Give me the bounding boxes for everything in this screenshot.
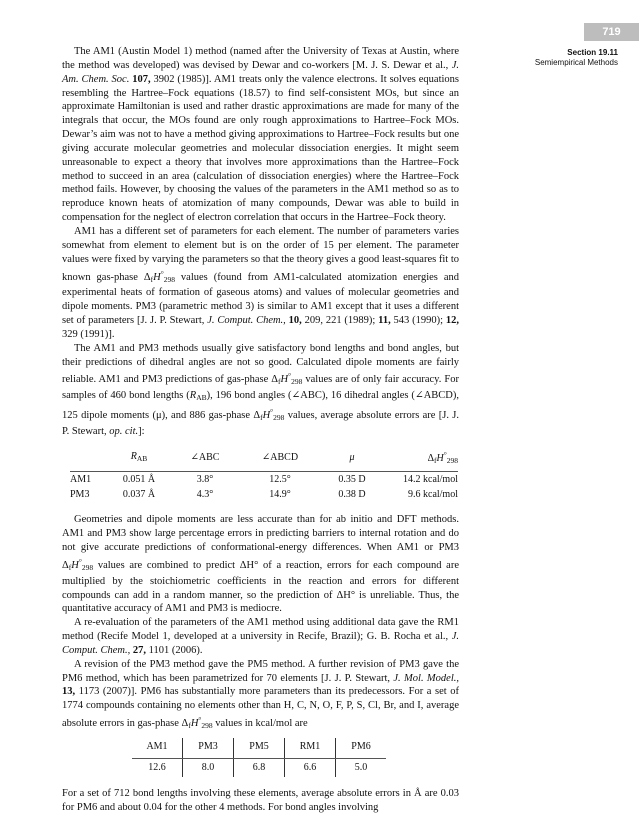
table-header-cell: PM3 [183, 738, 234, 758]
paragraph-bond-lengths: For a set of 712 bond lengths involving these elements, average absolute errors in Å are 0.03 for PM6 and about 0.04 for the other 4 methods. For bond angles involving [62, 787, 459, 813]
table-header-cell: PM5 [234, 738, 285, 758]
running-head [526, 48, 618, 68]
table-cell: 14.2 kcal/mol [403, 473, 458, 485]
table-header-cell: ∠ABCD [240, 445, 320, 471]
table-cell: 9.6 kcal/mol [408, 489, 458, 501]
table-header-cell: PM6 [336, 738, 387, 758]
paragraph-am1-parameters: AM1 has a different set of parameters for each element. The number of parameters varies somewhat from element to element but is on the order of 15 per element. The parameter values were fixed by varying the parameters so that the theory gives a good least-squares fit to known gas-phase $\Delta_fH^\circ_{298}$ values (found from AM1-calculated atomization energies and experimental heats of formation of gaseous atoms) and values of molecular geometries and dipole moments. PM3 (parametric method 3) is similar to AM1 except that it uses a different set of parameters [J. J. P. Stewart, J. Comput. Chem., 10, 209, 221 (1989); 11, 543 (1990); 12, 329 (1991)]. [62, 225, 459, 340]
table-row [132, 758, 386, 776]
table-row [70, 471, 458, 487]
section-title: Semiempirical Methods [534, 58, 618, 67]
table-cell: 14.9° [269, 489, 291, 501]
table-cell: 3.8° [196, 473, 214, 485]
paragraph-rm1: A re-evaluation of the parameters of the AM1 method using additional data gave the RM1 method (Recife Model 1, developed at a university in Recife, Brazil); G. B. Rocha et al., J. Comput. Chem., 27, 1101 (2006). [62, 617, 459, 656]
table-header-cell: AM1 [132, 738, 183, 758]
table-header-cell: μ [320, 445, 384, 471]
table-cell: 8.0 [183, 758, 234, 776]
table-cell: 6.8 [234, 758, 285, 776]
table-cell: 4.3° [196, 489, 214, 501]
table-cell: 0.35 D [338, 473, 366, 485]
table-cell: 6.6 [285, 758, 336, 776]
error-table-am1-pm3 [70, 445, 458, 504]
table-cell: 0.38 D [338, 489, 366, 501]
paragraph-limitations: Geometries and dipole moments are less accurate than for ab initio and DFT methods. AM1 and PM3 show large percentage errors in predicting barriers to internal rotation and do not give accurate predictions of conformational-energy differences. When AM1 or PM3 $\Delta_fH^\circ_{298}$ values are combined to predict ΔH° of a reaction, errors for each compound are multiplied by the stoichiometric coefficients in the reaction and errors for different compounds can add in a random manner, so the prediction of ΔH° is unreliable. Thus, the quantitative accuracy of AM1 and PM3 is mediocre. [62, 514, 459, 615]
table-cell: 12.5° [269, 473, 291, 485]
table-cell: 5.0 [354, 761, 368, 773]
table-header-cell: $R_{AB}$ [108, 445, 170, 471]
table-cell: 0.051 Å [122, 473, 156, 485]
table-header-row [70, 445, 458, 471]
table-cell: AM1 [70, 473, 92, 485]
table-header-cell [70, 445, 108, 471]
section-number: Section 19.11 [567, 48, 618, 57]
table-cell: 0.037 Å [122, 489, 156, 501]
table-cell: PM3 [70, 489, 90, 501]
table-header-cell: ∠ABC [170, 445, 240, 471]
main-text [62, 45, 459, 814]
table-header-cell: RM1 [285, 738, 336, 758]
table-cell: 12.6 [132, 758, 183, 776]
error-table-five-methods [132, 738, 386, 777]
table-header-row [132, 738, 386, 758]
page-number: 719 [584, 23, 639, 41]
paragraph-pm6: A revision of the PM3 method gave the PM5 method. A further revision of PM3 gave the PM6 method, which has been parametrized for 70 elements [J. J. P. Stewart, J. Mol. Model., 13, 1173 (2007)]. PM6 has substantially more parameters than its predecessors. For a set of 1774 compounds containing no elements other than H, C, N, O, F, P, S, Cl, Br, and I, average absolute errors in gas-phase $\Delta_fH^\circ_{298}$ values in kcal/mol are [62, 658, 459, 731]
paragraph-am1-intro: The AM1 (Austin Model 1) method (named after the University of Texas at Austin, where the method was developed) was devised by Dewar and co-workers [M. J. S. Dewar et al., J. Am. Chem. Soc. 107, 3902 (1985)]. AM1 treats only the valence electrons. It solves equations resembling the Hartree–Fock equations (18.57) to find self-consistent MOs, but since an approximate Hamiltonian is used and rather drastic approximations are made for many of the integrals that occur, the MOs found are only rough approximations to Hartree–Fock MOs. Dewar’s aim was not to have a method giving approximations to Hartree–Fock results but one giving accurate molecular geometries and molecular dissociation energies. It might seem unreasonable to expect a theory that involves more approximations than the Hartree–Fock method to succeed in an area (calculation of dissociation energies) where the Hartree–Fock method fails. However, by choosing the values of the parameters in the AM1 method so as to reproduce known heats of atomization of many compounds, Dewar was able to build in compensation for the neglect of electron correlation that occurs in the Hartree–Fock theory. [62, 46, 459, 224]
table-header-cell: $\Delta_fH^\circ_{298}$ [384, 445, 458, 471]
table-row [70, 487, 458, 503]
paragraph-accuracy: The AM1 and PM3 methods usually give satisfactory bond lengths and bond angles, but their predictions of dihedral angles are not so good. Calculated dipole moments are fairly reliable. AM1 and PM3 predictions of gas-phase $\Delta_fH^\circ_{298}$ values are of only fair accuracy. For samples of 460 bond lengths $(R_{AB})$, 196 bond angles (∠ABC), 16 dihedral angles (∠ABCD), 125 dipole moments (μ), and 886 gas-phase $\Delta_fH^\circ_{298}$ values, average absolute errors are [J. J. P. Stewart, op. cit.]: [62, 342, 459, 437]
